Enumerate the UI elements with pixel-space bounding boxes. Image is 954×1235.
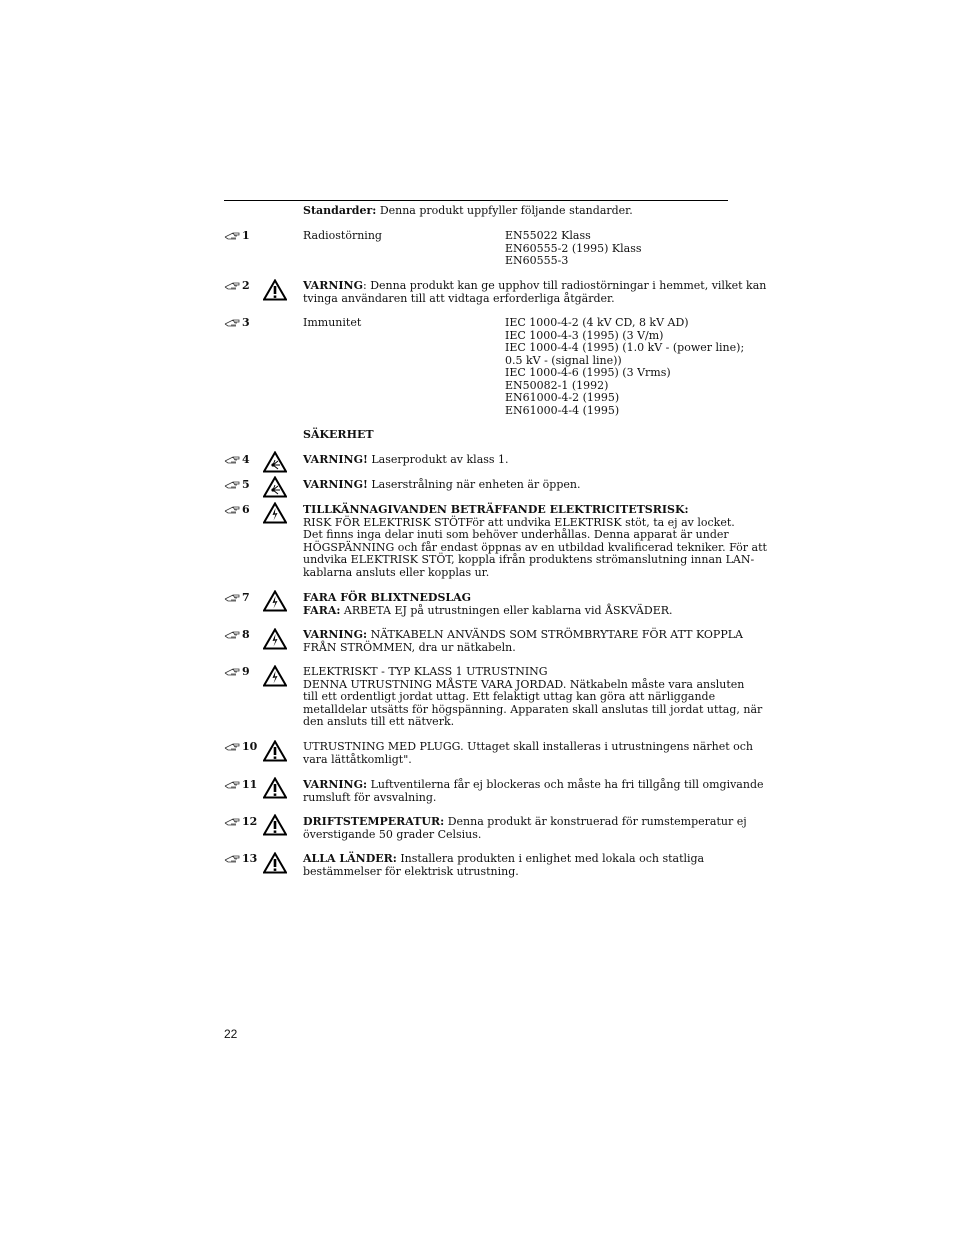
- pointing-hand-icon: [224, 280, 242, 293]
- item-text: [303, 592, 733, 617]
- line-text: till ett ordentligt jordat uttag. Ett felaktigt uttag kan göra att närliggande: [303, 690, 716, 703]
- text-line: [303, 792, 733, 805]
- item-text: [303, 279, 767, 305]
- line-text: HÖGSPÄNNING och får endast öppnas av en utbildad kvalificerad tekniker. För att: [303, 540, 767, 554]
- bold-lead: FARA FÖR BLIXTNEDSLAG: [303, 591, 472, 604]
- text-line: [303, 293, 733, 306]
- item-number-text: 8: [242, 628, 250, 641]
- page-number: 22: [224, 1027, 238, 1041]
- item-number: [224, 454, 250, 467]
- line-text: bestämmelser för elektrisk utrustning.: [303, 864, 519, 878]
- line-text: Installera produkten i enlighet med lokala och statliga: [396, 852, 705, 865]
- bold-lead: VARNING:: [303, 778, 368, 791]
- item-number-text: 1: [242, 229, 250, 242]
- item-number: [224, 592, 250, 605]
- item-number: [224, 317, 250, 330]
- pointing-hand-icon: [224, 629, 242, 642]
- intro: [303, 205, 733, 218]
- line-text: tvinga användaren till att vidtaga erforderliga åtgärder.: [303, 291, 615, 305]
- text-line: [303, 479, 733, 492]
- item-number-text: 9: [242, 665, 250, 678]
- warning-exclamation-icon: [263, 740, 287, 762]
- item-number-text: 13: [242, 852, 258, 865]
- line-text: : Denna produkt kan ge upphov till radiostörningar i hemmet, vilket kan: [363, 279, 767, 292]
- line-text: FRÅN STRÖMMEN, dra ur nätkabeln.: [303, 640, 516, 654]
- line-text: DENNA UTRUSTNING MÅSTE VARA JORDAD. Nätkabeln måste vara ansluten: [303, 677, 745, 691]
- item-label: Radiostörning: [303, 229, 382, 242]
- bold-lead: TILLKÄNNAGIVANDEN BETRÄFFANDE ELEKTRICITETSRISK:: [303, 503, 689, 516]
- line-text: vara lättåtkomligt".: [303, 752, 412, 766]
- standard-entry: EN60555-3: [505, 254, 569, 267]
- warning-exclamation-icon: [263, 852, 287, 874]
- pointing-hand-icon: [224, 317, 242, 330]
- bold-lead: VARNING!: [303, 478, 368, 491]
- electric-shock-warning-icon: [263, 590, 287, 612]
- standard-entry: 0.5 kV - (signal line)): [505, 353, 622, 367]
- pointing-hand-icon: [224, 479, 242, 492]
- standard-entry: EN61000-4-2 (1995): [505, 391, 620, 404]
- laser-warning-icon: [263, 476, 287, 498]
- item-number: [224, 816, 257, 829]
- line-text: rumsluft för avsvalning.: [303, 790, 437, 804]
- line-text: NÄTKABELN ANVÄNDS SOM STRÖMBRYTARE FÖR ATT KOPPLA: [367, 628, 743, 641]
- standard-entry: EN50082-1 (1992): [505, 378, 609, 392]
- standard-entry: IEC 1000-4-6 (1995) (3 Vrms): [505, 366, 671, 379]
- electric-shock-warning-icon: [263, 628, 287, 650]
- line-text: överstigande 50 grader Celsius.: [303, 827, 482, 841]
- intro-label: Standarder:: [303, 204, 377, 217]
- item-number-text: 11: [242, 778, 258, 791]
- line-text: undvika ELEKTRISK STÖT, koppla ifrån produktens strömanslutning innan LAN-: [303, 553, 755, 566]
- item-text: [303, 454, 733, 467]
- item-number-text: 2: [242, 279, 250, 292]
- bold-lead: DRIFTSTEMPERATUR:: [303, 815, 445, 828]
- line-text: Det finns inga delar inuti som behöver underhållas. Denna apparat är under: [303, 528, 729, 541]
- intro-text: Denna produkt uppfyller följande standarder.: [379, 204, 633, 217]
- item-text: [303, 628, 743, 654]
- text-line: [303, 567, 733, 580]
- pointing-hand-icon: [224, 592, 242, 605]
- line-text: ARBETA EJ på utrustningen eller kablarna vid ÅSKVÄDER.: [340, 603, 673, 617]
- text-line: [303, 454, 733, 467]
- text-line: [303, 866, 733, 879]
- item-number: [224, 230, 250, 243]
- pointing-hand-icon: [224, 454, 242, 467]
- bold-lead: ALLA LÄNDER:: [303, 852, 397, 865]
- standards-list: [505, 316, 745, 417]
- standards-list: [505, 230, 730, 268]
- line-text: Luftventilerna får ej blockeras och måste ha fri tillgång till omgivande: [367, 778, 764, 791]
- warning-exclamation-icon: [263, 814, 287, 836]
- warning-exclamation-icon: [263, 777, 287, 799]
- item-label: Immunitet: [303, 316, 362, 329]
- item-number: [224, 666, 250, 679]
- text-line: [303, 716, 733, 729]
- item-number-text: 12: [242, 815, 258, 828]
- line-text: Laserprodukt av klass 1.: [367, 453, 509, 466]
- bold-lead: FARA:: [303, 603, 341, 617]
- standard-entry: IEC 1000-4-2 (4 kV CD, 8 kV AD): [505, 316, 689, 329]
- item-number: [224, 479, 250, 492]
- pointing-hand-icon: [224, 816, 242, 829]
- item-number: [224, 741, 257, 754]
- item-number-text: 4: [242, 453, 250, 466]
- pointing-hand-icon: [224, 666, 242, 679]
- line-text: den ansluts till ett nätverk.: [303, 715, 455, 728]
- item-number: [224, 853, 257, 866]
- item-text: [303, 853, 733, 878]
- item-number-text: 7: [242, 591, 250, 604]
- line-text: ELEKTRISKT - TYP KLASS 1 UTRUSTNING: [303, 665, 548, 678]
- pointing-hand-icon: [224, 741, 242, 754]
- text-line: [303, 829, 733, 842]
- item-number-text: 5: [242, 478, 250, 491]
- pointing-hand-icon: [224, 504, 242, 517]
- line-text: Laserstrålning när enheten är öppen.: [367, 478, 581, 491]
- text-line: [303, 642, 733, 655]
- pointing-hand-icon: [224, 853, 242, 866]
- laser-warning-icon: [263, 451, 287, 473]
- item-number: [224, 779, 257, 792]
- electric-shock-warning-icon: [263, 665, 287, 687]
- section-heading: SÄKERHET: [303, 428, 374, 441]
- item-text: [303, 815, 747, 841]
- item-number-text: 3: [242, 316, 250, 329]
- text-line: [303, 754, 733, 767]
- line-text: Denna produkt är konstruerad för rumstemperatur ej: [444, 815, 747, 828]
- standard-entry: EN55022 Klass: [505, 229, 591, 242]
- line-text: kablarna ansluts eller kopplas ur.: [303, 565, 490, 579]
- item-number-text: 6: [242, 503, 250, 516]
- item-text: [303, 665, 763, 729]
- item-number: [224, 504, 250, 517]
- warning-exclamation-icon: [263, 279, 287, 301]
- text-line: [303, 605, 733, 618]
- top-rule: [224, 200, 728, 201]
- item-text: [303, 503, 767, 579]
- line-text: UTRUSTNING MED PLUGG. Uttaget skall installeras i utrustningens närhet och: [303, 740, 754, 753]
- item-number: [224, 280, 250, 293]
- line-text: metalldelar utsätts för högspänning. Apparaten skall anslutas till jordat uttag, när: [303, 702, 763, 716]
- item-number-text: 10: [242, 740, 258, 753]
- item-text: [303, 778, 764, 804]
- item-number: [224, 629, 250, 642]
- standard-entry: IEC 1000-4-3 (1995) (3 V/m): [505, 328, 664, 342]
- bold-lead: VARNING: [303, 279, 364, 292]
- bold-lead: VARNING!: [303, 453, 368, 466]
- item-text: [303, 479, 733, 492]
- pointing-hand-icon: [224, 779, 242, 792]
- item-text: [303, 740, 754, 766]
- bold-lead: VARNING:: [303, 628, 368, 641]
- standard-entry: EN61000-4-4 (1995): [505, 403, 620, 417]
- pointing-hand-icon: [224, 230, 242, 243]
- line-text: RISK FÖR ELEKTRISK STÖTFör att undvika ELEKTRISK stöt, ta ej av locket.: [303, 515, 735, 529]
- standard-entry: IEC 1000-4-4 (1995) (1.0 kV - (power line);: [505, 341, 745, 354]
- standard-entry: EN60555-2 (1995) Klass: [505, 241, 642, 255]
- electric-shock-warning-icon: [263, 502, 287, 524]
